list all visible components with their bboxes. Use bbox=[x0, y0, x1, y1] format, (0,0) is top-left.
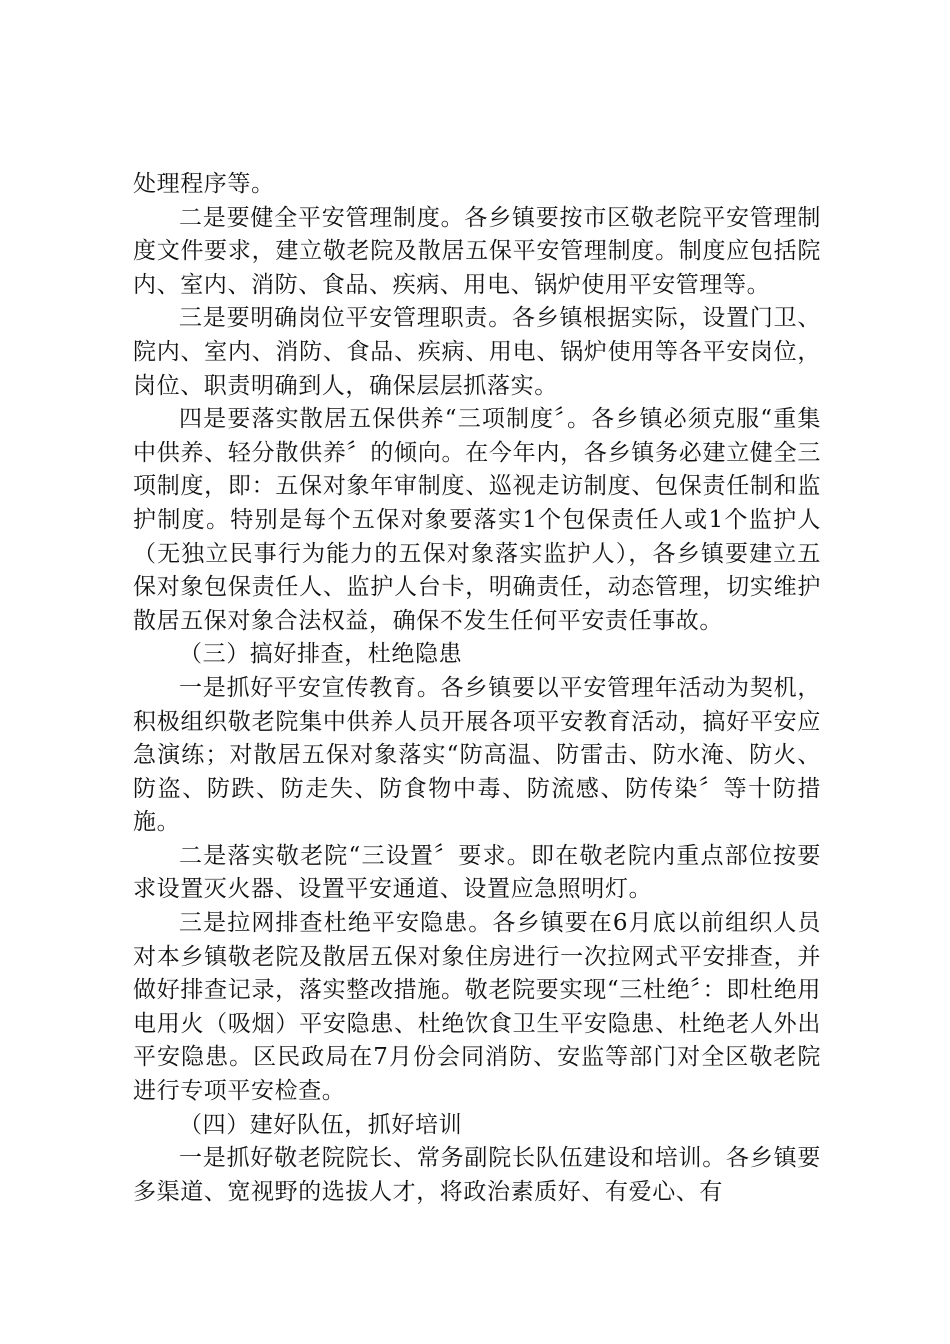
paragraph-hazard-check: 三是拉网排查杜绝平安隐患。各乡镇要在6月底以前组织人员对本乡镇敬老院及散居五保对象住房进行一次拉网式平安排查，并做好排查记录，落实整改措施。敬老院要实现“三杜绝〞：即杜绝用电用火（吸烟）平安隐患、杜绝饮食卫生平安隐患、杜绝老人外出平安隐患。区民政局在7月份会同消防、安监等部门对全区敬老院进行专项平安检查。 bbox=[133, 910, 821, 1105]
paragraph-three-systems: 四是要落实散居五保供养“三项制度〞。各乡镇必须克服“重集中供养、轻分散供养〞的倾向。在今年内，各乡镇务必建立健全三项制度，即：五保对象年审制度、巡视走访制度、包保责任制和监护制度。特别是每个五保对象要落实1个包保责任人或1个监护人（无独立民事行为能力的五保对象落实监护人），各乡镇要建立五保对象包保责任人、监护人台卡，明确责任，动态管理，切实维护散居五保对象合法权益，确保不发生任何平安责任事故。 bbox=[133, 406, 821, 634]
document-page bbox=[133, 168, 821, 1209]
section-heading-inspection: （三）搞好排查，杜绝隐患 bbox=[179, 641, 463, 668]
paragraph-continuation: 处理程序等。 bbox=[133, 171, 275, 197]
paragraph-post-duties: 三是要明确岗位平安管理职责。各乡镇根据实际，设置门卫、院内、室内、消防、食品、疾病、用电、锅炉使用等各平安岗位，岗位、职责明确到人，确保层层抓落实。 bbox=[133, 305, 821, 399]
paragraph-three-settings: 二是落实敬老院“三设置〞要求。即在敬老院内重点部位按要求设置灭火器、设置平安通道、设置应急照明灯。 bbox=[133, 842, 821, 903]
paragraph-director-training: 一是抓好敬老院院长、常务副院长队伍建设和培训。各乡镇要多渠道、宽视野的选拔人才，将政治素质好、有爱心、有 bbox=[133, 1145, 821, 1205]
paragraph-safety-education: 一是抓好平安宣传教育。各乡镇要以平安管理年活动为契机，积极组织敬老院集中供养人员开展各项平安教育活动，搞好平安应急演练；对散居五保对象落实“防高温、防雷击、防水淹、防火、防盗、防跌、防走失、防食物中毒、防流感、防传染〞等十防措施。 bbox=[133, 674, 821, 836]
paragraph-safety-system: 二是要健全平安管理制度。各乡镇要按市区敬老院平安管理制度文件要求，建立敬老院及散居五保平安管理制度。制度应包括院内、室内、消防、食品、疾病、用电、锅炉使用平安管理等。 bbox=[133, 204, 821, 298]
section-heading-training: （四）建好队伍，抓好培训 bbox=[179, 1111, 463, 1138]
